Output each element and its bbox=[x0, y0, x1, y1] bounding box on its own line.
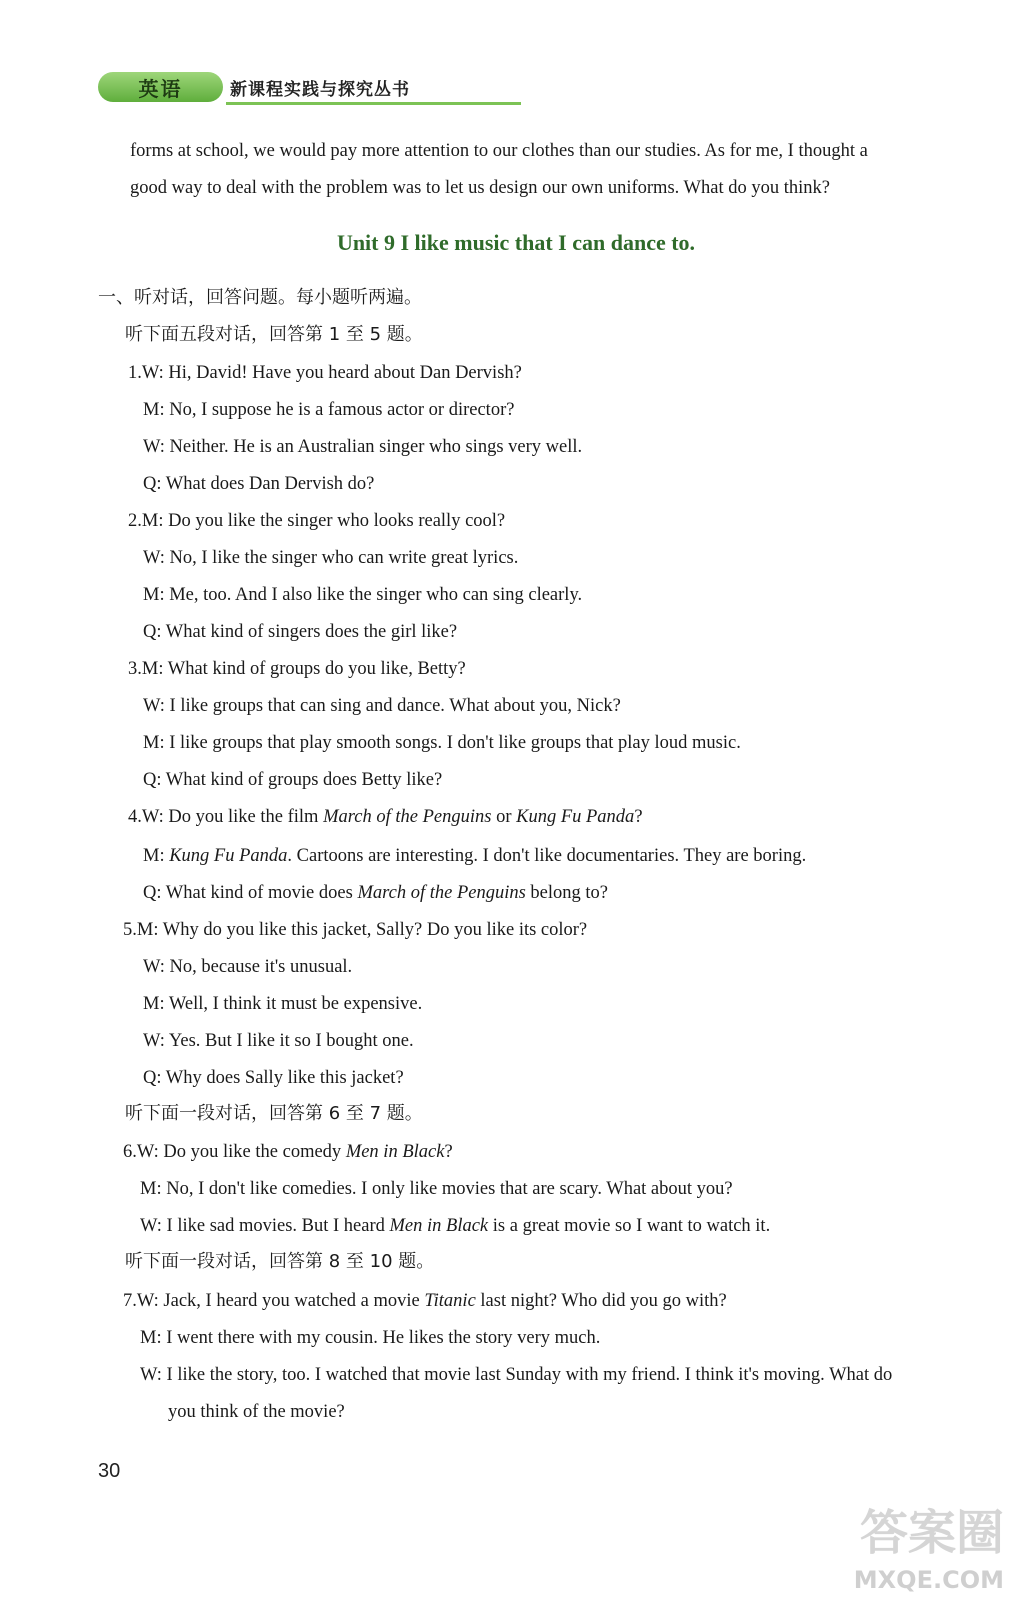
dialogue-line: M: Well, I think it must be expensive. bbox=[143, 994, 423, 1014]
dialogue-line: you think of the movie? bbox=[168, 1402, 345, 1422]
unit-title: Unit 9 I like music that I can dance to. bbox=[336, 230, 696, 255]
film-title: Men in Black bbox=[345, 1142, 445, 1162]
instruction-8-10: 听下面一段对话，回答第 8 至 10 题。 bbox=[125, 1251, 435, 1272]
question-line: Q: What kind of singers does the girl like? bbox=[143, 622, 458, 642]
section-heading: 一、听对话，回答问题。每小题听两遍。 bbox=[98, 287, 422, 308]
film-title: March of the Penguins bbox=[357, 883, 526, 903]
page-header bbox=[98, 70, 428, 104]
question-line: Q: Why does Sally like this jacket? bbox=[143, 1068, 404, 1088]
dialogue-line: 2.M: Do you like the singer who looks really cool? bbox=[128, 511, 506, 531]
dialogue-line: W: I like the story, too. I watched that movie last Sunday with my friend. I think it's moving. What do bbox=[140, 1365, 893, 1385]
dialogue-line: W: I like groups that can sing and dance. What about you, Nick? bbox=[143, 696, 621, 716]
instruction-6-7: 听下面一段对话，回答第 6 至 7 题。 bbox=[125, 1103, 423, 1124]
film-title: March of the Penguins bbox=[323, 807, 492, 827]
subject-badge: 英语 bbox=[98, 72, 223, 102]
dialogue-line: W: Neither. He is an Australian singer who sings very well. bbox=[143, 437, 583, 457]
dialogue-line: M: No, I don't like comedies. I only like movies that are scary. What about you? bbox=[140, 1179, 733, 1199]
series-title: 新课程实践与探究丛书 bbox=[230, 80, 410, 100]
dialogue-line: 4.W: Do you like the film March of the Penguins or Kung Fu Panda? bbox=[128, 807, 643, 827]
dialogue-line: M: Kung Fu Panda. Cartoons are interesting. I don't like documentaries. They are boring. bbox=[143, 846, 807, 866]
dialogue-line: W: I like sad movies. But I heard Men in Black is a great movie so I want to watch it. bbox=[140, 1216, 771, 1236]
film-title: Men in Black bbox=[389, 1216, 489, 1236]
dialogue-line: M: Me, too. And I also like the singer who can sing clearly. bbox=[143, 585, 583, 605]
dialogue-line: M: No, I suppose he is a famous actor or director? bbox=[143, 400, 515, 420]
dialogue-line: W: Yes. But I like it so I bought one. bbox=[143, 1031, 414, 1051]
film-title: Kung Fu Panda bbox=[516, 807, 635, 827]
instruction-1-5: 听下面五段对话，回答第 1 至 5 题。 bbox=[125, 324, 423, 345]
film-title: Titanic bbox=[424, 1291, 476, 1311]
intro-line-2: good way to deal with the problem was to let us design our own uniforms. What do you think? bbox=[130, 178, 830, 198]
page-number: 30 bbox=[98, 1460, 121, 1482]
dialogue-line: W: No, because it's unusual. bbox=[143, 957, 353, 977]
dialogue-line: 7.W: Jack, I heard you watched a movie Titanic last night? Who did you go with? bbox=[123, 1291, 727, 1311]
intro-line-1: forms at school, we would pay more attention to our clothes than our studies. As for me, I thought a bbox=[130, 141, 868, 161]
watermark-glyphs: 答案圈 bbox=[859, 1505, 1004, 1561]
dialogue-line: M: I went there with my cousin. He likes the story very much. bbox=[140, 1328, 601, 1348]
dialogue-line: 5.M: Why do you like this jacket, Sally? Do you like its color? bbox=[123, 920, 588, 940]
dialogue-line: M: I like groups that play smooth songs. I don't like groups that play loud music. bbox=[143, 733, 741, 753]
watermark-logo bbox=[794, 1494, 1004, 1594]
header-underline bbox=[226, 102, 521, 105]
film-title: Kung Fu Panda bbox=[169, 846, 288, 866]
question-line: Q: What kind of movie does March of the Penguins belong to? bbox=[143, 883, 608, 903]
dialogue-line: W: No, I like the singer who can write great lyrics. bbox=[143, 548, 519, 568]
question-line: Q: What kind of groups does Betty like? bbox=[143, 770, 443, 790]
dialogue-line: 6.W: Do you like the comedy Men in Black? bbox=[123, 1142, 453, 1162]
watermark-text: MXQE.COM bbox=[853, 1566, 1004, 1594]
dialogue-line: 1.W: Hi, David! Have you heard about Dan Dervish? bbox=[128, 363, 522, 383]
dialogue-line: 3.M: What kind of groups do you like, Betty? bbox=[128, 659, 466, 679]
question-line: Q: What does Dan Dervish do? bbox=[143, 474, 375, 494]
